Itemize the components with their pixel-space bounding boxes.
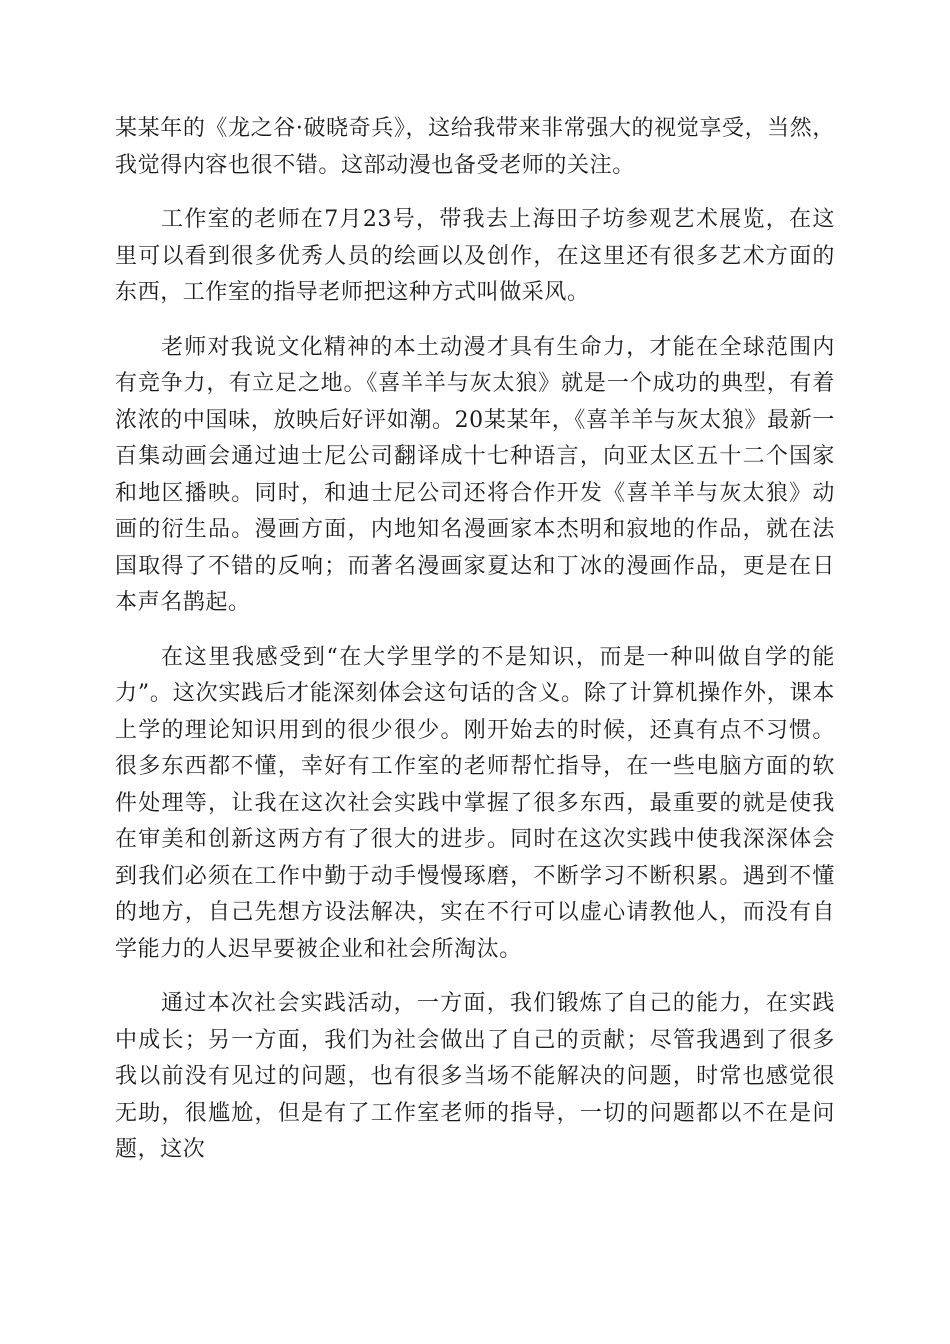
paragraph-1: 某某年的《龙之谷·破晓奇兵》，这给我带来非常强大的视觉享受，当然，我觉得内容也很不错。这部动漫也备受老师的关注。 <box>115 116 835 178</box>
paragraph-3: 老师对我说文化精神的本土动漫才具有生命力，才能在全球范围内有竞争力，有立足之地。《喜羊羊与灰太狼》就是一个成功的典型，有着浓浓的中国味，放映后好评如潮。20某某年，《喜羊羊与灰太狼》最新一百集动画会通过迪士尼公司翻译成十七种语言，向亚太区五十二个国家和地区播映。同时，和迪士尼公司还将合作开发《喜羊羊与灰太狼》动画的衍生品。漫画方面，内地知名漫画家本杰明和寂地的作品，就在法国取得了不错的反响；而著名漫画家夏达和丁冰的漫画作品，更是在日本声名鹊起。 <box>115 334 835 615</box>
paragraph-5: 通过本次社会实践活动，一方面，我们锻炼了自己的能力，在实践中成长；另一方面，我们为社会做出了自己的贡献；尽管我遇到了很多我以前没有见过的问题，也有很多当场不能解决的问题，时常也感觉很无助，很尴尬，但是有了工作室老师的指导，一切的问题都以不在是问题，这次 <box>115 991 835 1162</box>
paragraph-2: 工作室的老师在7月23号，带我去上海田子坊参观艺术展览，在这里可以看到很多优秀人员的绘画以及创作，在这里还有很多艺术方面的东西，工作室的指导老师把这种方式叫做采风。 <box>115 207 835 305</box>
document-body <box>115 111 835 1187</box>
paragraph-4: 在这里我感受到“在大学里学的不是知识，而是一种叫做自学的能力”。这次实践后才能深刻体会这句话的含义。除了计算机操作外，课本上学的理论知识用到的很少很少。刚开始去的时候，还真有点不习惯。很多东西都不懂，幸好有工作室的老师帮忙指导，在一些电脑方面的软件处理等，让我在这次社会实践中掌握了很多东西，最重要的就是使我在审美和创新这两方有了很大的进步。同时在这次实践中使我深深体会到我们必须在工作中勤于动手慢慢琢磨，不断学习不断积累。遇到不懂的地方，自己先想方设法解决，实在不行可以虚心请教他人，而没有自学能力的人迟早要被企业和社会所淘汰。 <box>115 644 835 962</box>
